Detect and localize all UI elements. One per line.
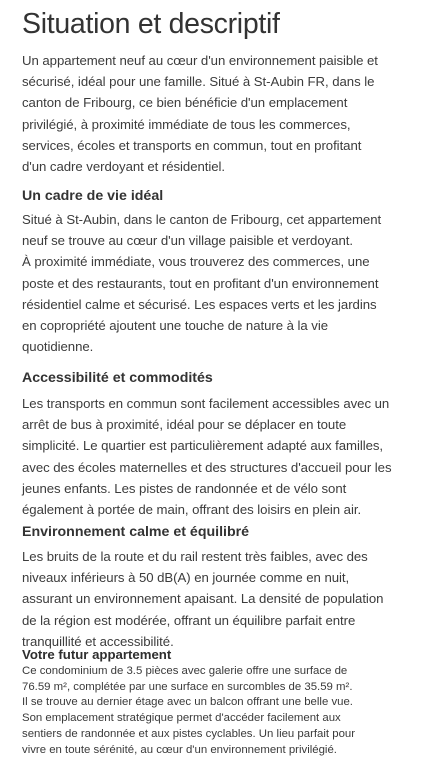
text-line: arrêt de bus à proximité, idéal pour se déplacer en toute <box>22 417 347 433</box>
text-line: vivre en toute sérénité, au cœur d'un environnement privilégié. <box>22 743 337 756</box>
text-line: Ce condominium de 3.5 pièces avec galerie offre une surface de <box>22 665 348 677</box>
text-line: Les bruits de la route et du rail restent très faibles, avec des <box>22 549 368 564</box>
section-paragraph-accessibilite <box>22 393 403 520</box>
text-line: jeunes enfants. Les pistes de randonnée et de vélo sont <box>22 480 347 496</box>
text-line: avec des écoles maternelles et des structures d'accueil pour les <box>22 459 392 475</box>
section-heading-environnement: Environnement calme et équilibré <box>22 524 250 540</box>
section-heading-accessibilite: Accessibilité et commodités <box>22 370 213 386</box>
text-line: neuf se trouve au cœur d'un village paisible et verdoyant. <box>22 233 353 249</box>
text-line: Les transports en commun sont facilement accessibles avec un <box>22 396 390 411</box>
text-line: sentiers de randonnée et aux pistes cyclables. Un lieu parfait pour <box>22 727 356 740</box>
section-paragraph-cadre-de-vie <box>22 209 403 357</box>
text-line: en copropriété ajoutent une touche de nature à la vie <box>22 318 329 334</box>
text-line: résidentiel calme et sécurisé. Les espaces verts et les jardins <box>22 296 377 312</box>
text-line: Il se trouve au dernier étage avec un balcon offrant une belle vue. <box>22 696 353 709</box>
text-line: poste et des restaurants, tout en profitant d'un environnement <box>22 275 379 291</box>
text-line: À proximité immédiate, vous trouverez des commerces, une <box>22 254 370 270</box>
text-line: canton de Fribourg, ce bien bénéficie d'un emplacement <box>22 95 348 111</box>
text-line: niveaux inférieurs à 50 dB(A) en journée comme en nuit, <box>22 570 350 586</box>
text-line: simplicité. Le quartier est particulièrement adapté aux familles, <box>22 438 384 454</box>
text-line: Un appartement neuf au cœur d'un environnement paisible et <box>22 53 378 68</box>
text-line: privilégié, à proximité immédiate de tous les commerces, <box>22 116 351 132</box>
text-line: services, écoles et transports en commun, tout en profitant <box>22 137 362 153</box>
text-line: Situé à St-Aubin, dans le canton de Fribourg, cet appartement <box>22 212 382 227</box>
section-heading-cadre-de-vie: Un cadre de vie idéal <box>22 188 164 204</box>
section-paragraph-environnement <box>22 546 403 652</box>
intro-paragraph <box>22 50 403 177</box>
text-line: tranquillité et accessibilité. <box>22 633 174 649</box>
text-line: 76.59 m², complétée par une surface en surcombles de 35.59 m². <box>22 680 353 693</box>
section-paragraph-futur-appartement <box>22 664 403 758</box>
text-line: Son emplacement stratégique permet d'accéder facilement aux <box>22 712 341 725</box>
text-line: d'un cadre verdoyant et résidentiel. <box>22 159 226 175</box>
text-line: de la région est modérée, offrant un équilibre parfait entre <box>22 612 356 628</box>
text-line: également à portée de main, offrant des loisirs en plein air. <box>22 502 362 518</box>
text-line: sécurisé, idéal pour une famille. Situé à St-Aubin FR, dans le <box>22 74 375 90</box>
text-line: quotidienne. <box>22 339 94 355</box>
text-line: assurant un environnement apaisant. La densité de population <box>22 591 384 607</box>
section-heading-futur-appartement: Votre futur appartement <box>22 647 172 662</box>
page-title: Situation et descriptif <box>22 8 280 40</box>
